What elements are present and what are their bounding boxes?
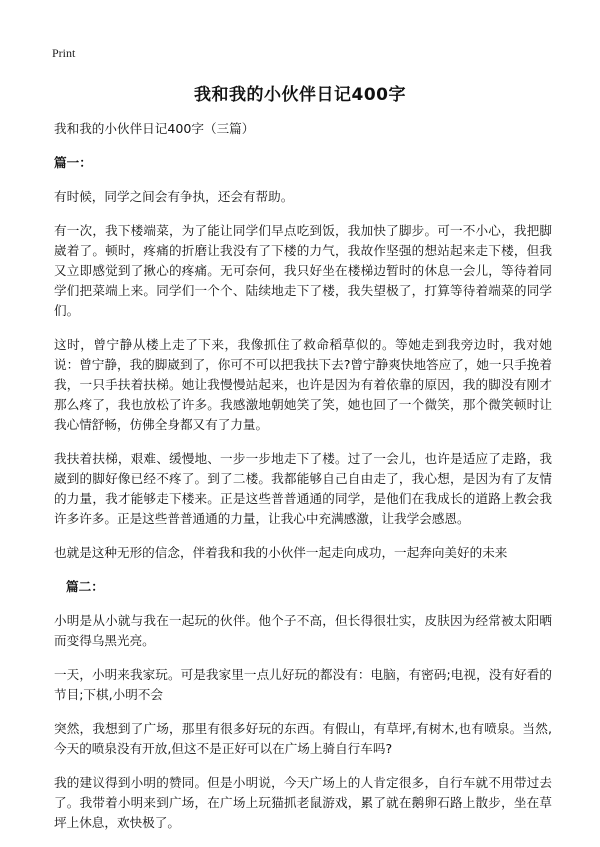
page-title: 我和我的小伙伴日记400字 [194,85,406,105]
paragraph: 有一次，我下楼端菜，为了能让同学们早点吃到饭，我加快了脚步。可一不小心，我把脚崴着了。顿时，疼痛的折磨让我没有了下楼的力气，我故作坚强的想站起来走下楼，但我又立即感觉到了揪心的疼痛。无可奈何，我只好坐在楼梯边暂时的休息一会儿，等待着同学们把菜端上来。同学们一个个、陆续地走下了楼，我失望极了，打算等待着端菜的同学们。 [54,223,552,318]
paragraph: 这时，曾宁静从楼上走了下来，我像抓住了救命稻草似的。等她走到我旁边时，我对她说：曾宁静，我的脚崴到了，你可不可以把我扶下去?曾宁静爽快地答应了，她一只手挽着我，一只手扶着扶梯。她让我慢慢站起来，也许是因为有着依靠的原因，我的脚没有刚才那么疼了，我也放松了许多。我感激地朝她笑了笑，她也回了一个微笑，那个微笑顿时让我心情舒畅，仿佛全身都又有了力量。 [54,337,552,432]
paragraph: 也就是这种无形的信念，伴着我和我的小伙伴一起走向成功，一起奔向美好的未来 [54,545,508,560]
print-link[interactable]: Print [52,46,76,60]
paragraph: 有时候，同学之间会有争执，还会有帮助。 [54,189,294,204]
paragraph: 我的建议得到小明的赞同。但是小明说，今天广场上的人肯定很多，自行车就不用带过去了。我带着小明来到广场，在广场上玩猫抓老鼠游戏，累了就在鹅卵石路上散步，坐在草坪上休息，欢快极了。 [54,775,552,830]
document-body [54,119,552,847]
paragraph: 一天，小明来我家玩。可是我家里一点儿好玩的都没有：电脑，有密码;电视，没有好看的节目;下棋,小明不会 [54,667,552,702]
paragraph: 小明是从小就与我在一起玩的伙伴。他个子不高，但长得很壮实，皮肤因为经常被太阳晒而变得乌黑光亮。 [54,613,552,648]
section-heading-2: 篇二： [66,579,104,594]
paragraph: 突然，我想到了广场，那里有很多好玩的东西。有假山，有草坪,有树木,也有喷泉。当然,今天的喷泉没有开放,但这不是正好可以在广场上骑自行车吗? [54,721,552,756]
paragraph: 我扶着扶梯，艰难、缓慢地、一步一步地走下了楼。过了一会儿，也许是适应了走路，我崴到的脚好像已经不疼了。到了二楼。我都能够自己自由走了，我心想，是因为有了友情的力量，我才能够走下楼来。正是这些普普通通的同学，是他们在我成长的道路上教会我许多许多。正是这些普普通通的力量，让我心中充满感激，让我学会感恩。 [54,451,552,526]
document-subtitle: 我和我的小伙伴日记400字（三篇） [54,121,255,136]
section-heading-1: 篇一： [54,155,92,170]
